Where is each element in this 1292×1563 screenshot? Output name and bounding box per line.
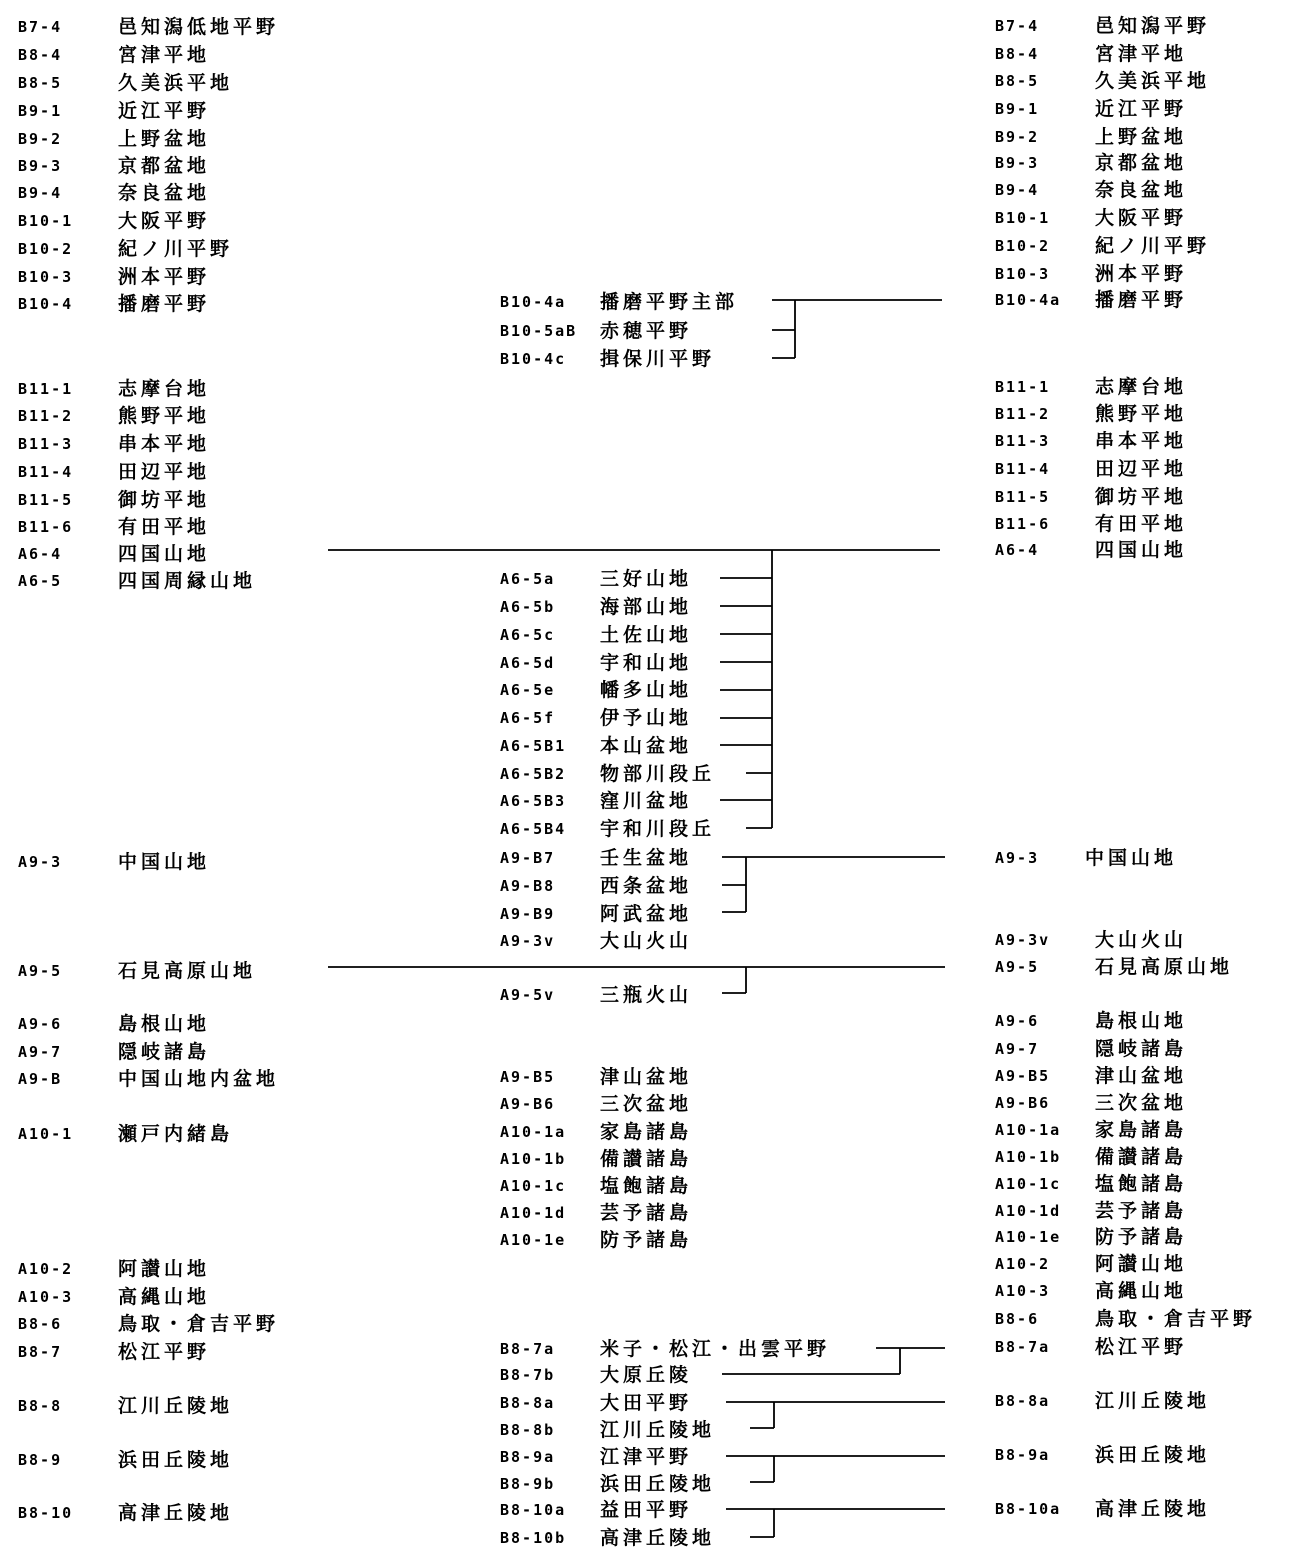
- right-code: B10-3: [995, 265, 1051, 283]
- right-code: B8-6: [995, 1310, 1040, 1328]
- middle-name: 大原丘陵: [600, 1364, 693, 1386]
- left-name: 石見高原山地: [118, 960, 257, 982]
- middle-name: 米子・松江・出雲平野: [600, 1338, 831, 1360]
- right-name: 芸予諸島: [1095, 1200, 1188, 1222]
- left-code: B8-10: [18, 1504, 74, 1522]
- middle-code: A6-5f: [500, 709, 556, 727]
- right-code: A9-B5: [995, 1067, 1051, 1085]
- right-code: B11-4: [995, 460, 1051, 478]
- left-name: 松江平野: [118, 1341, 211, 1363]
- left-code: B11-2: [18, 407, 74, 425]
- left-name: 紀ノ川平野: [118, 238, 234, 260]
- middle-code: A6-5B3: [500, 792, 567, 810]
- middle-name: 益田平野: [600, 1499, 693, 1521]
- middle-name: 浜田丘陵地: [600, 1473, 716, 1495]
- middle-code: A10-1b: [500, 1150, 567, 1168]
- right-name: 洲本平野: [1095, 263, 1188, 285]
- middle-code: B10-4c: [500, 350, 567, 368]
- left-name: 隠岐諸島: [118, 1041, 211, 1063]
- left-name: 高縄山地: [118, 1286, 211, 1308]
- middle-code: A6-5d: [500, 654, 556, 672]
- left-code: B11-6: [18, 518, 74, 536]
- right-name: 熊野平地: [1095, 403, 1188, 425]
- middle-code: A6-5B4: [500, 820, 567, 838]
- right-name: 浜田丘陵地: [1095, 1444, 1211, 1466]
- right-code: A10-2: [995, 1255, 1051, 1273]
- middle-code: B10-4a: [500, 293, 567, 311]
- middle-name: 揖保川平野: [600, 348, 716, 370]
- middle-name: 阿武盆地: [600, 903, 693, 925]
- left-name: 近江平野: [118, 100, 211, 122]
- right-code: B8-5: [995, 72, 1040, 90]
- left-name: 四国山地: [118, 543, 211, 565]
- right-code: A9-3: [995, 849, 1040, 867]
- right-name: 阿讃山地: [1095, 1253, 1188, 1275]
- right-name: 三次盆地: [1095, 1092, 1188, 1114]
- right-name: 松江平野: [1095, 1336, 1188, 1358]
- right-code: B8-9a: [995, 1446, 1051, 1464]
- middle-name: 塩飽諸島: [600, 1175, 693, 1197]
- left-code: A9-B: [18, 1070, 63, 1088]
- left-name: 串本平地: [118, 433, 211, 455]
- middle-name: 幡多山地: [600, 679, 693, 701]
- left-code: A10-1: [18, 1125, 74, 1143]
- right-name: 四国山地: [1095, 539, 1188, 561]
- middle-code: A9-5v: [500, 986, 556, 1004]
- right-name: 邑知潟平野: [1095, 15, 1211, 37]
- right-code: A10-1e: [995, 1228, 1062, 1246]
- left-code: A6-4: [18, 545, 63, 563]
- right-code: B11-3: [995, 432, 1051, 450]
- middle-name: 物部川段丘: [600, 763, 716, 785]
- left-name: 田辺平地: [118, 461, 211, 483]
- middle-code: B8-9a: [500, 1448, 556, 1466]
- middle-code: B8-8a: [500, 1394, 556, 1412]
- right-code: B7-4: [995, 17, 1040, 35]
- middle-code: A9-B7: [500, 849, 556, 867]
- right-name: 隠岐諸島: [1095, 1038, 1188, 1060]
- middle-name: 江津平野: [600, 1446, 693, 1468]
- middle-code: B8-8b: [500, 1421, 556, 1439]
- left-code: B8-5: [18, 74, 63, 92]
- left-name: 大阪平野: [118, 210, 211, 232]
- left-name: 中国山地: [118, 851, 211, 873]
- right-name: 奈良盆地: [1095, 179, 1188, 201]
- middle-code: B8-10a: [500, 1501, 567, 1519]
- right-name: 防予諸島: [1095, 1226, 1188, 1248]
- middle-name: 備讃諸島: [600, 1148, 693, 1170]
- right-code: B10-2: [995, 237, 1051, 255]
- middle-code: B8-9b: [500, 1475, 556, 1493]
- right-code: B9-4: [995, 181, 1040, 199]
- right-name: 大山火山: [1095, 929, 1188, 951]
- middle-name: 赤穂平野: [600, 320, 693, 342]
- right-name: 高津丘陵地: [1095, 1498, 1211, 1520]
- left-name: 四国周縁山地: [118, 570, 257, 592]
- right-code: B9-1: [995, 100, 1040, 118]
- middle-code: A10-1c: [500, 1177, 567, 1195]
- left-name: 邑知潟低地平野: [118, 16, 280, 38]
- middle-name: 伊予山地: [600, 707, 693, 729]
- right-code: A10-3: [995, 1282, 1051, 1300]
- left-code: A10-3: [18, 1288, 74, 1306]
- right-name: 御坊平地: [1095, 486, 1188, 508]
- right-code: B10-1: [995, 209, 1051, 227]
- right-name: 紀ノ川平野: [1095, 235, 1211, 257]
- right-name: 島根山地: [1095, 1010, 1188, 1032]
- right-code: A9-5: [995, 958, 1040, 976]
- right-code: B10-4a: [995, 291, 1062, 309]
- left-code: B8-7: [18, 1343, 63, 1361]
- middle-code: A6-5b: [500, 598, 556, 616]
- left-name: 瀬戸内緒島: [118, 1123, 234, 1145]
- middle-code: A6-5a: [500, 570, 556, 588]
- middle-code: A9-B5: [500, 1068, 556, 1086]
- right-code: B8-4: [995, 45, 1040, 63]
- right-name: 志摩台地: [1095, 376, 1188, 398]
- right-name: 播磨平野: [1095, 289, 1188, 311]
- right-code: B11-6: [995, 515, 1051, 533]
- middle-name: 家島諸島: [600, 1121, 693, 1143]
- left-name: 志摩台地: [118, 378, 211, 400]
- middle-code: A6-5B2: [500, 765, 567, 783]
- right-code: A10-1a: [995, 1121, 1062, 1139]
- middle-name: 三好山地: [600, 568, 693, 590]
- left-code: B8-4: [18, 46, 63, 64]
- right-code: B11-2: [995, 405, 1051, 423]
- left-name: 中国山地内盆地: [118, 1068, 280, 1090]
- right-name: 石見高原山地: [1095, 956, 1234, 978]
- left-name: 有田平地: [118, 516, 211, 538]
- right-code: A9-B6: [995, 1094, 1051, 1112]
- left-code: B9-1: [18, 102, 63, 120]
- middle-name: 海部山地: [600, 596, 693, 618]
- right-code: A6-4: [995, 541, 1040, 559]
- middle-name: 窪川盆地: [600, 790, 693, 812]
- left-name: 京都盆地: [118, 155, 211, 177]
- middle-name: 三次盆地: [600, 1093, 693, 1115]
- left-code: B8-9: [18, 1451, 63, 1469]
- middle-name: 播磨平野主部: [600, 291, 739, 313]
- left-code: B7-4: [18, 18, 63, 36]
- right-code: A9-7: [995, 1040, 1040, 1058]
- middle-name: 土佐山地: [600, 624, 693, 646]
- right-code: A10-1c: [995, 1175, 1062, 1193]
- left-code: A9-5: [18, 962, 63, 980]
- left-code: A9-6: [18, 1015, 63, 1033]
- right-name: 久美浜平地: [1095, 70, 1211, 92]
- right-name: 近江平野: [1095, 98, 1188, 120]
- right-name: 串本平地: [1095, 430, 1188, 452]
- middle-code: B10-5aB: [500, 322, 578, 340]
- left-name: 御坊平地: [118, 489, 211, 511]
- right-code: B8-7a: [995, 1338, 1051, 1356]
- middle-code: A10-1a: [500, 1123, 567, 1141]
- left-code: B10-3: [18, 268, 74, 286]
- middle-name: 防予諸島: [600, 1229, 693, 1251]
- left-name: 久美浜平地: [118, 72, 234, 94]
- right-code: A10-1d: [995, 1202, 1062, 1220]
- right-name: 高縄山地: [1095, 1280, 1188, 1302]
- middle-code: B8-7b: [500, 1366, 556, 1384]
- right-name: 宮津平地: [1095, 43, 1188, 65]
- left-name: 江川丘陵地: [118, 1395, 234, 1417]
- right-code: A9-3v: [995, 931, 1051, 949]
- middle-name: 大田平野: [600, 1392, 693, 1414]
- left-code: B9-3: [18, 157, 63, 175]
- middle-name: 壬生盆地: [600, 847, 693, 869]
- left-name: 熊野平地: [118, 405, 211, 427]
- right-name: 田辺平地: [1095, 458, 1188, 480]
- left-code: B11-1: [18, 380, 74, 398]
- left-code: B9-4: [18, 184, 63, 202]
- left-code: A6-5: [18, 572, 63, 590]
- right-name: 中国山地: [1085, 847, 1178, 869]
- left-name: 播磨平野: [118, 293, 211, 315]
- right-code: B8-10a: [995, 1500, 1062, 1518]
- left-code: B10-4: [18, 295, 74, 313]
- middle-name: 三瓶火山: [600, 984, 693, 1006]
- right-code: B9-3: [995, 154, 1040, 172]
- middle-code: A9-B9: [500, 905, 556, 923]
- right-code: A10-1b: [995, 1148, 1062, 1166]
- left-code: A10-2: [18, 1260, 74, 1278]
- left-name: 浜田丘陵地: [118, 1449, 234, 1471]
- left-code: A9-3: [18, 853, 63, 871]
- right-name: 津山盆地: [1095, 1065, 1188, 1087]
- middle-name: 宇和山地: [600, 652, 693, 674]
- right-name: 大阪平野: [1095, 207, 1188, 229]
- right-code: B8-8a: [995, 1392, 1051, 1410]
- left-code: B10-1: [18, 212, 74, 230]
- left-code: B8-6: [18, 1315, 63, 1333]
- middle-code: A6-5c: [500, 626, 556, 644]
- middle-name: 津山盆地: [600, 1066, 693, 1088]
- right-code: B11-1: [995, 378, 1051, 396]
- middle-name: 本山盆地: [600, 735, 693, 757]
- left-code: B8-8: [18, 1397, 63, 1415]
- right-name: 江川丘陵地: [1095, 1390, 1211, 1412]
- left-code: B10-2: [18, 240, 74, 258]
- middle-code: A10-1d: [500, 1204, 567, 1222]
- left-name: 鳥取・倉吉平野: [118, 1313, 280, 1335]
- middle-name: 芸予諸島: [600, 1202, 693, 1224]
- left-name: 阿讃山地: [118, 1258, 211, 1280]
- right-code: B9-2: [995, 128, 1040, 146]
- middle-name: 西条盆地: [600, 875, 693, 897]
- left-name: 島根山地: [118, 1013, 211, 1035]
- right-name: 上野盆地: [1095, 126, 1188, 148]
- left-code: B11-5: [18, 491, 74, 509]
- right-name: 塩飽諸島: [1095, 1173, 1188, 1195]
- right-name: 京都盆地: [1095, 152, 1188, 174]
- middle-name: 江川丘陵地: [600, 1419, 716, 1441]
- left-name: 高津丘陵地: [118, 1502, 234, 1524]
- left-name: 奈良盆地: [118, 182, 211, 204]
- middle-code: A9-B8: [500, 877, 556, 895]
- middle-code: A6-5e: [500, 681, 556, 699]
- middle-code: A9-B6: [500, 1095, 556, 1113]
- left-code: B9-2: [18, 130, 63, 148]
- middle-code: A9-3v: [500, 932, 556, 950]
- middle-code: A6-5B1: [500, 737, 567, 755]
- right-code: A9-6: [995, 1012, 1040, 1030]
- left-code: B11-3: [18, 435, 74, 453]
- right-name: 有田平地: [1095, 513, 1188, 535]
- left-name: 宮津平地: [118, 44, 211, 66]
- left-code: A9-7: [18, 1043, 63, 1061]
- left-name: 洲本平野: [118, 266, 211, 288]
- middle-code: A10-1e: [500, 1231, 567, 1249]
- right-name: 家島諸島: [1095, 1119, 1188, 1141]
- left-name: 上野盆地: [118, 128, 211, 150]
- middle-code: B8-7a: [500, 1340, 556, 1358]
- middle-code: B8-10b: [500, 1529, 567, 1547]
- right-code: B11-5: [995, 488, 1051, 506]
- left-code: B11-4: [18, 463, 74, 481]
- middle-name: 宇和川段丘: [600, 818, 716, 840]
- right-name: 鳥取・倉吉平野: [1095, 1308, 1257, 1330]
- right-name: 備讃諸島: [1095, 1146, 1188, 1168]
- middle-name: 高津丘陵地: [600, 1527, 716, 1549]
- middle-name: 大山火山: [600, 930, 693, 952]
